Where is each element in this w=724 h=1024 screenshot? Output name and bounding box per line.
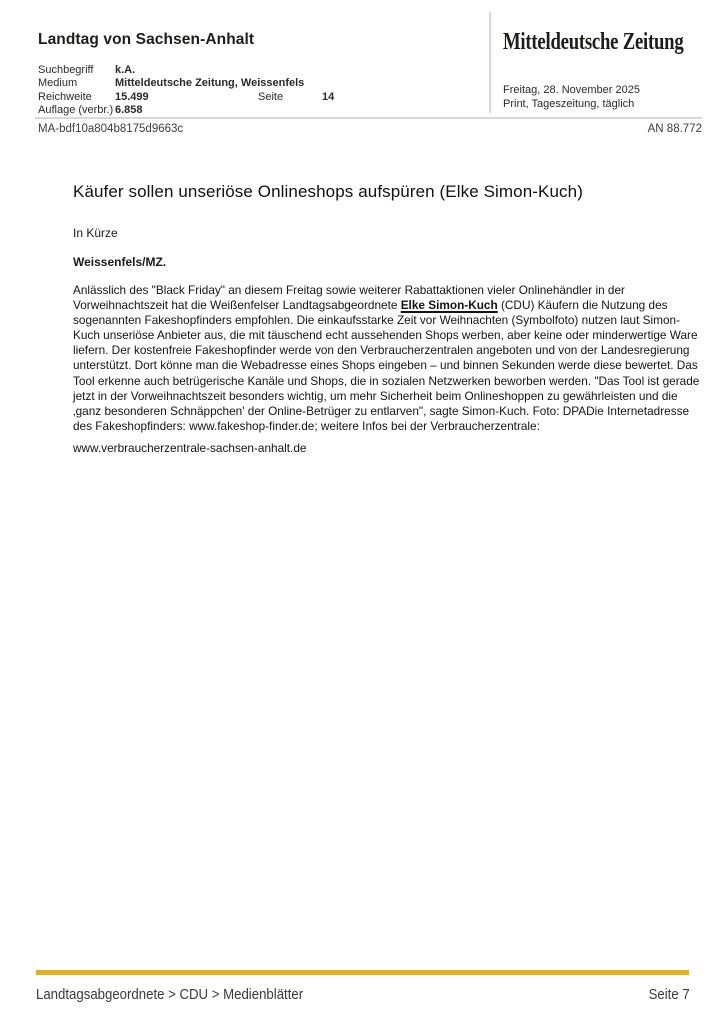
footer — [36, 986, 690, 1003]
organization-title: Landtag von Sachsen-Anhalt — [38, 31, 255, 48]
breadcrumb: Landtagsabgeordnete > CDU > Medienblätter — [36, 986, 304, 1003]
masthead-divider-line — [489, 12, 491, 113]
article-title: Käufer sollen unseriöse Onlineshops aufspüren (Elke Simon-Kuch) — [73, 182, 583, 201]
article-body-text: Anlässlich des "Black Friday" an diesem Freitag sowie weiterer Rabattaktionen vieler Onlinehändler in der Vorweihnachtszeit hat die Weißenfelser Landtagsabgeordnete — [73, 283, 625, 313]
header-rule — [35, 117, 702, 119]
meta-row-auflage — [38, 104, 418, 117]
article-body — [73, 283, 701, 434]
page-number-label: Seite 7 — [648, 986, 690, 1003]
meta-row-medium — [38, 77, 418, 90]
meta-label-seite: Seite — [258, 90, 284, 103]
footer-accent-bar — [36, 970, 689, 975]
issue-date: Freitag, 28. November 2025 — [503, 84, 640, 96]
meta-label: Reichweite — [38, 90, 92, 103]
newspaper-masthead: Mitteldeutsche Zeitung — [503, 29, 684, 55]
meta-row-suchbegriff — [38, 64, 418, 77]
meta-value: k.A. — [115, 64, 136, 76]
article-person-name: Elke Simon-Kuch — [400, 298, 498, 313]
reference-row — [38, 123, 702, 135]
meta-value: Mitteldeutsche Zeitung, Weissenfels — [115, 77, 305, 90]
publication-type: Print, Tageszeitung, täglich — [503, 97, 635, 110]
article-url-line: www.verbraucherzentrale-sachsen-anhalt.de — [73, 440, 307, 455]
clipping-an-number: AN 88.772 — [647, 123, 702, 135]
meta-value-seite: 14 — [322, 90, 335, 103]
article-body-text: (CDU) Käufern die Nutzung des sogenannten Fakeshopfinders empfohlen. Die einkaufsstarke Zeit vor Weihnachten (Symbolfoto) nutzen laut Simon-Kuch unseriöse Anbieter aus, die mit täuschend echt aussehenden Shops werben, aber keine oder minderwertige Ware liefern. Der kostenfreie Fakeshopfinder werde von den Verbraucherzentralen angeboten und von der Landesregierung unterstützt. Dort könne man die Webadresse eines Shops eingeben – und binnen Sekunden werde diese bewertet. Das Tool erkenne auch betrügerische Kanäle und Shops, die in sozialen Netzwerken beworben werden. "Das Tool ist gerade jetzt in der Vorweihnachtszeit besonders wichtig, um mehr Sicherheit beim Onlineshoppen zu gewährleisten und die ‚ganz besonderen Schnäppchen' der Online-Betrüger zu entlarven", sagte Simon-Kuch. Foto: DPADie Internetadresse des Fakeshopfinders: www.fakeshop-finder.de; weitere Infos bei der Verbraucherzentrale: — [73, 298, 700, 433]
article — [73, 182, 701, 456]
article-kicker: In Kürze — [73, 226, 118, 240]
meta-value: 6.858 — [115, 104, 143, 117]
clipping-metadata — [38, 64, 418, 118]
meta-value: 15.499 — [115, 90, 149, 103]
meta-row-reichweite — [38, 91, 418, 104]
clipping-reference-id: MA-bdf10a804b8175d9663c — [38, 123, 184, 135]
meta-label: Suchbegriff — [38, 64, 94, 76]
issue-info — [503, 84, 640, 111]
article-dateline: Weissenfels/MZ. — [73, 255, 167, 269]
meta-label: Medium — [38, 77, 78, 90]
meta-label: Auflage (verbr.) — [38, 104, 114, 117]
